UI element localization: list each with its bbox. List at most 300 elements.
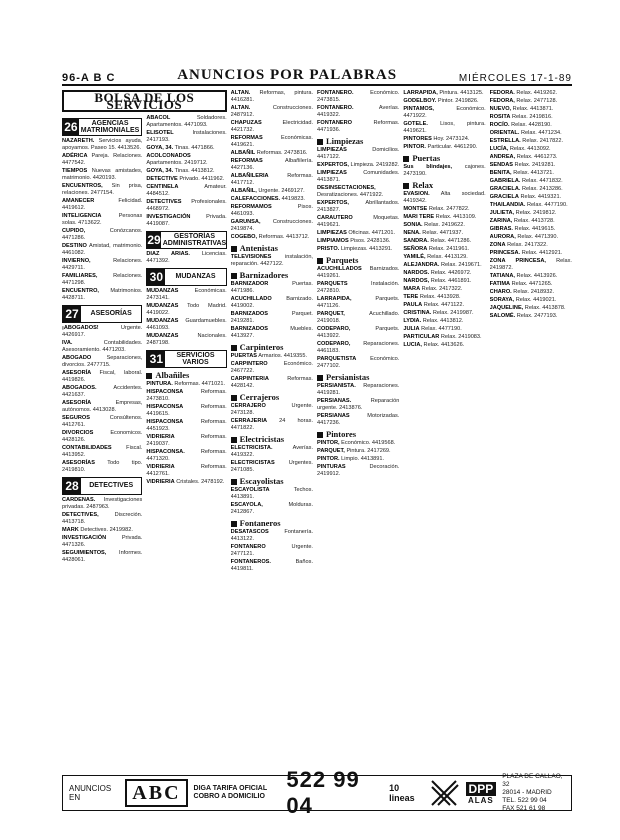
ad-heading: ELECTRICISTA. — [230, 445, 273, 451]
ad-heading: AURORA, — [489, 234, 516, 240]
ad-heading: PARQUETISTA — [317, 356, 357, 362]
ad-heading: ELECTRICISTAS — [230, 460, 275, 466]
ad-heading: BARNIZADOS — [230, 326, 268, 332]
classified-ad — [231, 135, 313, 149]
classified-ad — [62, 512, 142, 526]
section-number: 26 — [64, 119, 78, 134]
classified-ad — [490, 194, 572, 201]
square-bullet-icon — [146, 373, 152, 379]
ad-heading: LIMPIAMOS — [317, 238, 349, 244]
ad-text: Personas solas. 4713622. — [62, 213, 143, 226]
ad-heading: PINTURAS — [317, 464, 346, 470]
ad-text: Motorizadas. 4417236. — [317, 413, 400, 426]
ad-heading: INVESTIGACIÓN — [62, 535, 107, 541]
classified-ad — [403, 136, 485, 143]
ad-text: instalación, reparación. 4427122. — [230, 254, 313, 267]
ad-text: Relax. 4471937. — [422, 230, 464, 236]
ad-heading: CARPINTERIA — [230, 376, 269, 382]
ad-text: Relax. 4419615. — [514, 226, 556, 232]
classified-ad — [403, 206, 485, 213]
ad-heading: PUERTAS — [230, 353, 257, 359]
classified-ad — [317, 200, 399, 214]
classified-ad — [231, 376, 313, 390]
classified-ad — [403, 191, 485, 205]
ad-text: Reformas. 4451923. — [146, 419, 227, 432]
ad-text: Electricidad. 4421732. — [230, 120, 313, 133]
ad-text: Relax. 2419281. — [514, 162, 556, 168]
ad-heading: CERRAJERIA — [230, 418, 268, 424]
classified-ad — [146, 251, 226, 265]
classified-ad — [490, 242, 572, 249]
section-label: DETECTIVES — [89, 482, 134, 490]
classified-ad — [403, 106, 485, 120]
classified-ad — [490, 297, 572, 304]
ad-text: Relax. 4471234. — [520, 130, 562, 136]
dpp-logo-top: DPP — [466, 782, 497, 796]
ad-heading: ACOLCONADOS — [146, 153, 191, 159]
classified-ad — [317, 383, 399, 397]
ad-heading: CONTABILIDADES — [62, 445, 112, 451]
classified-ad — [490, 114, 572, 121]
ad-heading: NARDOS. — [403, 270, 430, 276]
ad-heading: ALBAÑIL, — [230, 188, 257, 194]
classified-ad — [317, 281, 399, 295]
ad-text: Reformas. 4471936. — [317, 120, 400, 133]
classified-ad — [490, 162, 572, 169]
ad-text: Limpiezas. 4413291. — [340, 246, 393, 252]
ad-heading: ESTRELLA. — [489, 138, 521, 144]
column-4 — [403, 90, 485, 772]
ad-text: Cristales. 2478192. — [176, 479, 225, 485]
classified-ad — [146, 464, 226, 478]
classified-ad — [403, 214, 485, 221]
ad-text: Relax. 4471390. — [517, 234, 559, 240]
ad-text: Puertas. 4471986. — [230, 281, 313, 294]
ad-heading: PINTORES — [403, 136, 432, 142]
square-bullet-icon — [231, 395, 237, 401]
column-5 — [490, 90, 572, 772]
ad-text: Económicas. 2473141. — [146, 288, 227, 301]
ad-text: Relax. 4477190. — [421, 326, 462, 332]
classified-ad — [62, 460, 142, 474]
ad-text: Todo Madrid. 4419022. — [146, 303, 227, 316]
classified-ad — [317, 162, 399, 169]
ad-heading: NARDOS, — [403, 278, 430, 284]
ad-text: Techos. 4413891. — [230, 487, 313, 500]
classified-ad — [403, 246, 485, 253]
ad-text: Oficinas. 4471201. — [348, 230, 396, 236]
ad-text: Reformas. 4419615. — [146, 404, 227, 417]
classified-ad — [62, 355, 142, 369]
ad-heading: MARK — [62, 527, 79, 533]
ad-heading: TELEVISIONES — [230, 254, 272, 260]
ad-heading: NUEVO, — [489, 106, 512, 112]
classified-ad — [62, 400, 142, 414]
classified-ad — [231, 90, 313, 104]
classified-ad — [490, 178, 572, 185]
ad-text: Detectives. 2419982. — [80, 527, 133, 533]
ad-text: Nacionales. 2487198. — [146, 333, 227, 346]
ad-heading: PARQUETS — [317, 281, 348, 287]
ad-heading: PARTICULAR — [403, 334, 440, 340]
ad-heading: MUDANZAS — [146, 318, 179, 324]
classified-ad — [490, 273, 572, 280]
category-heading — [317, 374, 399, 381]
ad-text: Tinas. 4471866. — [174, 145, 215, 151]
ad-heading: SORAYA, — [489, 297, 515, 303]
ad-heading: LIMPIEZAS — [317, 170, 347, 176]
classified-ad — [231, 403, 313, 417]
classified-ad — [403, 262, 485, 269]
classified-ad — [231, 150, 313, 157]
ad-heading: SEÑORA — [403, 246, 428, 252]
ad-text: Barnizado. 4419002. — [230, 296, 313, 309]
ad-text: Felicidad. 4419612. — [62, 198, 143, 211]
classified-ad — [490, 313, 572, 320]
ad-text: Todo tipo. 2419810. — [62, 460, 143, 473]
page-number: 96-A B C — [62, 72, 116, 84]
ad-text: Tinas. 4413812. — [174, 168, 215, 174]
ad-heading: DETECTIVE — [146, 176, 178, 182]
classified-ad — [317, 238, 399, 245]
classified-ad — [490, 289, 572, 296]
ad-text: Relax. 2419872. — [489, 258, 572, 271]
ad-heading: CODEPARO, — [317, 341, 351, 347]
ad-heading: GIBRAS. — [489, 226, 513, 232]
classified-ad — [231, 353, 313, 360]
classified-ad — [146, 176, 226, 183]
classified-ad — [62, 415, 142, 429]
classified-ad — [490, 305, 572, 312]
classified-ad — [231, 460, 313, 474]
ad-heading: MONTSE — [403, 206, 428, 212]
address-line: 28014 - MADRID — [502, 789, 552, 796]
ad-text: Relax. 4419021. — [515, 297, 557, 303]
ad-heading: FEDORA, — [489, 98, 515, 104]
square-bullet-icon — [317, 258, 323, 264]
ad-text: Reparaciones. 4419281. — [317, 383, 400, 396]
ad-heading: PARQUET, — [317, 311, 345, 317]
ad-text: Relax. 4412921. — [521, 250, 563, 256]
category-heading — [231, 344, 313, 351]
address-line: TEL. 522 99 04 — [502, 797, 547, 804]
square-bullet-icon — [231, 246, 237, 252]
ad-heading: CERRAJERO — [230, 403, 266, 409]
category-label: Albañiles — [155, 370, 190, 380]
ad-text: Relax. 4413092. — [509, 146, 551, 152]
classified-ad — [62, 325, 142, 339]
ad-text: Limpieza. 2419282. — [350, 162, 400, 168]
ad-heading: LIMPIEZAS — [317, 147, 347, 153]
address-line: PLAZA DE CALLAO, 32 — [502, 773, 563, 788]
ad-text: Pintura. 2417269. — [346, 448, 391, 454]
bolsa-title: BOLSA DE LOS SERVICIOS — [62, 90, 227, 112]
ad-heading: EVASION. — [403, 191, 430, 197]
classified-ad — [317, 120, 399, 134]
ad-heading: GOYA, 34. — [146, 145, 174, 151]
ad-heading: FATIMA — [489, 281, 511, 287]
ad-text: Relax. 2411961. — [428, 246, 470, 252]
ad-heading: PERSIANAS. — [317, 398, 352, 404]
category-heading — [231, 245, 313, 252]
classified-ad — [231, 296, 313, 310]
ad-text: Relax. 2419622. — [424, 222, 465, 228]
ad-text: Reparación urgente. 2413876. — [317, 398, 400, 411]
ad-text: Instalaciones. 2417193. — [146, 130, 227, 143]
classified-ad — [317, 147, 399, 161]
section-title: ANUNCIOS POR PALABRAS — [177, 67, 398, 83]
ad-text: Relax. 2417322. — [421, 286, 463, 292]
ad-heading: LARRAPIDA, — [317, 296, 352, 302]
classified-ad — [231, 158, 313, 172]
ad-heading: ROCÍO. — [489, 122, 510, 128]
ad-heading: INVESTIGACIÓN — [146, 214, 191, 220]
ad-text: Relax. 4413626. — [423, 342, 465, 348]
classified-ad — [146, 303, 226, 317]
ad-heading: ABOGADOS. — [62, 385, 97, 391]
classified-ad — [231, 502, 313, 516]
classified-ad — [62, 370, 142, 384]
ad-heading: ZONA PRINCESA, — [489, 258, 546, 264]
classified-ad — [62, 138, 142, 152]
ad-text: Económicas. 4419621. — [230, 135, 313, 148]
classified-ad — [317, 456, 399, 463]
ad-heading: AMANECER — [62, 198, 95, 204]
classified-ad — [490, 186, 572, 193]
classified-ad — [231, 196, 313, 203]
category-label: Barnizadores — [239, 270, 289, 280]
classified-ad — [490, 130, 572, 137]
ad-text: Urgente. 2469127. — [258, 188, 305, 194]
ad-text: Soldadores. Apartamentos. 4471093. — [146, 115, 227, 128]
classified-ad — [403, 238, 485, 245]
classified-ad — [62, 213, 142, 227]
ad-heading: CARAUTERO — [317, 215, 353, 221]
section-box-header — [146, 350, 226, 368]
ad-heading: CODEPARO, — [317, 326, 351, 332]
ad-text: Reparaciones. 4461183. — [317, 341, 400, 354]
ad-text: Domicilios. 4417122. — [317, 147, 400, 160]
category-heading — [231, 478, 313, 485]
ad-text: Económico. 4471922. — [403, 106, 486, 119]
classified-ad — [403, 254, 485, 261]
ad-text: Albañilería. 4427136. — [230, 158, 313, 171]
ad-text: Nuevas amistades, matrimonio. 4420193. — [62, 168, 143, 181]
classified-ad — [231, 219, 313, 233]
section-box-header — [62, 477, 142, 495]
square-bullet-icon — [231, 521, 237, 527]
classified-ad — [317, 341, 399, 355]
ad-heading: NENA. — [403, 230, 421, 236]
classified-ad — [317, 311, 399, 325]
ad-heading: TATIANA, — [489, 273, 515, 279]
ad-heading: FONTANERO — [230, 544, 266, 550]
ad-text: Relax. 4419262. — [516, 90, 558, 96]
ad-heading: CARPINTERO — [230, 361, 268, 367]
ad-text: Decoración. 2419912. — [317, 464, 400, 477]
classified-ad — [490, 210, 572, 217]
classified-ad — [62, 535, 142, 549]
ad-text: Construcciones. 2487912. — [230, 105, 313, 118]
classified-ad — [62, 445, 142, 459]
ad-text: Relax. 2419987. — [432, 310, 474, 316]
category-heading — [317, 138, 399, 145]
ad-text: Limpio. 4413891. — [341, 456, 385, 462]
ad-text: Averías. 4419322. — [230, 445, 313, 458]
ad-heading: ESCAYOLISTA — [230, 487, 270, 493]
ad-text: Relaciones. 4429711. — [62, 258, 143, 271]
classified-ad — [403, 230, 485, 237]
dpp-logo — [466, 782, 497, 805]
classified-ad — [317, 464, 399, 478]
ad-heading: FONTANERO — [317, 120, 353, 126]
square-bullet-icon — [317, 375, 323, 381]
ad-text: Pintor. 2419826. — [437, 98, 479, 104]
ad-text: Relax. 4426972. — [430, 270, 472, 276]
ad-heading: COGEBO, — [230, 234, 258, 240]
dpp-logo-bottom: ALAS — [467, 795, 494, 805]
ad-text: Investigaciones privadas. 2487963. — [62, 497, 143, 510]
ad-heading: ROSITA — [489, 114, 511, 120]
ad-text: Amateur. 4484512. — [146, 184, 227, 197]
ad-heading: DETECTIVES — [146, 199, 182, 205]
classified-ad — [62, 527, 142, 534]
ad-heading: SEGUIMIENTOS, — [62, 550, 107, 556]
ad-text: Relax. 4413129. — [427, 254, 468, 260]
classified-ad — [146, 318, 226, 332]
classified-ad — [146, 389, 226, 403]
square-bullet-icon — [317, 432, 323, 438]
classified-ad — [490, 234, 572, 241]
ad-heading: PERSIANISTA. — [317, 383, 356, 389]
ad-heading: PINTAMOS, — [403, 106, 434, 112]
classified-ad — [490, 146, 572, 153]
section-label: MUDANZAS — [175, 273, 216, 281]
ad-text: Privado. 4411962. — [179, 176, 225, 182]
classified-ad — [146, 449, 226, 463]
classified-ad — [231, 204, 313, 218]
ad-heading: ALTAN. — [230, 105, 251, 111]
classified-ad — [317, 398, 399, 412]
ad-heading: MARA — [403, 286, 421, 292]
ad-heading: ASESORÍAS — [62, 460, 95, 466]
ad-text: Económico. 2467722. — [230, 361, 313, 374]
ad-text: Privada. 4419087. — [146, 214, 227, 227]
classified-ad — [317, 246, 399, 253]
classified-ad — [403, 144, 485, 151]
ad-heading: ABOGADO — [62, 355, 92, 361]
ad-heading: SONIA. — [403, 222, 423, 228]
ad-text: Profesionales. 4468972. — [146, 199, 227, 212]
classified-ad — [231, 120, 313, 134]
ad-heading: ZARINA, — [489, 218, 513, 224]
ad-text: Lisos, pintura. 4419621. — [403, 121, 486, 134]
ad-text: Reformas. 4471021. — [174, 381, 226, 387]
ad-text: Relax. 2477128. — [516, 98, 558, 104]
ad-heading: GRACIELA. — [489, 186, 521, 192]
ad-text: Privada. 4471326. — [62, 535, 143, 548]
classified-ad — [317, 448, 399, 455]
ad-heading: VIDRIERIA — [146, 479, 175, 485]
ad-text: Relax. 4413926. — [516, 273, 558, 279]
ad-text: Conózcanos. 4471286. — [62, 228, 143, 241]
classified-ad — [317, 90, 399, 104]
classified-ad — [62, 340, 142, 354]
classified-ad — [62, 273, 142, 287]
section-number: 29 — [147, 232, 161, 247]
classified-ad — [231, 234, 313, 241]
classified-ad — [62, 430, 142, 444]
ad-text: Informes. 4428061. — [62, 550, 143, 563]
square-bullet-icon — [317, 139, 323, 145]
ad-text: Baños. 4419811. — [230, 559, 313, 572]
ad-heading: SALOMÉ. — [489, 313, 516, 319]
classified-ad — [317, 215, 399, 229]
classified-ad — [490, 202, 572, 209]
ad-heading: PRINCESA. — [489, 250, 521, 256]
ad-heading: ASESORÍA — [62, 400, 92, 406]
classified-ad — [490, 170, 572, 177]
ad-text: Acuchillado. 2419018. — [317, 311, 400, 324]
classified-ad — [231, 254, 313, 268]
ad-heading: LARRAPIDA, — [403, 90, 438, 96]
section-label: SERVICIOS VARIOS — [176, 351, 215, 366]
classified-ad — [490, 90, 572, 97]
classified-ad — [146, 199, 226, 213]
ad-text: Economicos. 4428126. — [62, 430, 143, 443]
category-heading — [317, 257, 399, 264]
classified-ad — [146, 145, 226, 152]
category-label: Escayolistas — [239, 476, 284, 486]
classified-ad — [231, 311, 313, 325]
classified-ad — [403, 278, 485, 285]
ad-heading: YAMILÉ, — [403, 254, 426, 260]
ad-heading: MUDANZAS — [146, 303, 179, 309]
ad-text: Reformas, pintura. 4416281. — [230, 90, 313, 103]
category-label: Puertas — [412, 153, 441, 163]
section-box-header — [146, 268, 226, 286]
ad-text: Pareja. Relaciones. 4477542. — [62, 153, 143, 166]
ad-heading: HISPACONSA. — [146, 449, 185, 455]
ad-heading: DESTINO — [62, 243, 87, 249]
ad-heading: EXPERTOS, — [317, 200, 349, 206]
ad-text: Molduras. 2412867. — [230, 502, 313, 515]
ad-text: Urgente. 4426917. — [62, 325, 143, 338]
ad-heading: PINTURA. — [146, 381, 173, 387]
ad-heading: GRACIELA — [489, 194, 519, 200]
classified-ad — [231, 105, 313, 119]
classified-ad — [146, 404, 226, 418]
classified-ad — [490, 258, 572, 272]
ad-text: Relax. 4413721. — [513, 170, 554, 176]
ad-text: Urgente. 2473128. — [230, 403, 313, 416]
classified-ad — [62, 550, 142, 564]
category-heading — [317, 431, 399, 438]
section-label: AGENCIAS MATRIMONIALES — [80, 119, 140, 134]
category-label: Parquets — [326, 255, 359, 265]
ad-heading: PINTOR. — [403, 144, 426, 150]
ad-heading: INVIERNO, — [62, 258, 91, 264]
ad-heading: FONTANERO. — [317, 90, 354, 96]
ad-heading: MARI TERE — [403, 214, 435, 220]
ad-heading: INTELIGENCIA — [62, 213, 102, 219]
classified-ad — [317, 413, 399, 427]
ad-heading: ACUCHILLADO — [230, 296, 272, 302]
classified-ad — [403, 326, 485, 333]
ad-text: Parquets. 4471126. — [317, 296, 400, 309]
ad-heading: FONTANERO. — [317, 105, 354, 111]
square-bullet-icon — [231, 273, 237, 279]
